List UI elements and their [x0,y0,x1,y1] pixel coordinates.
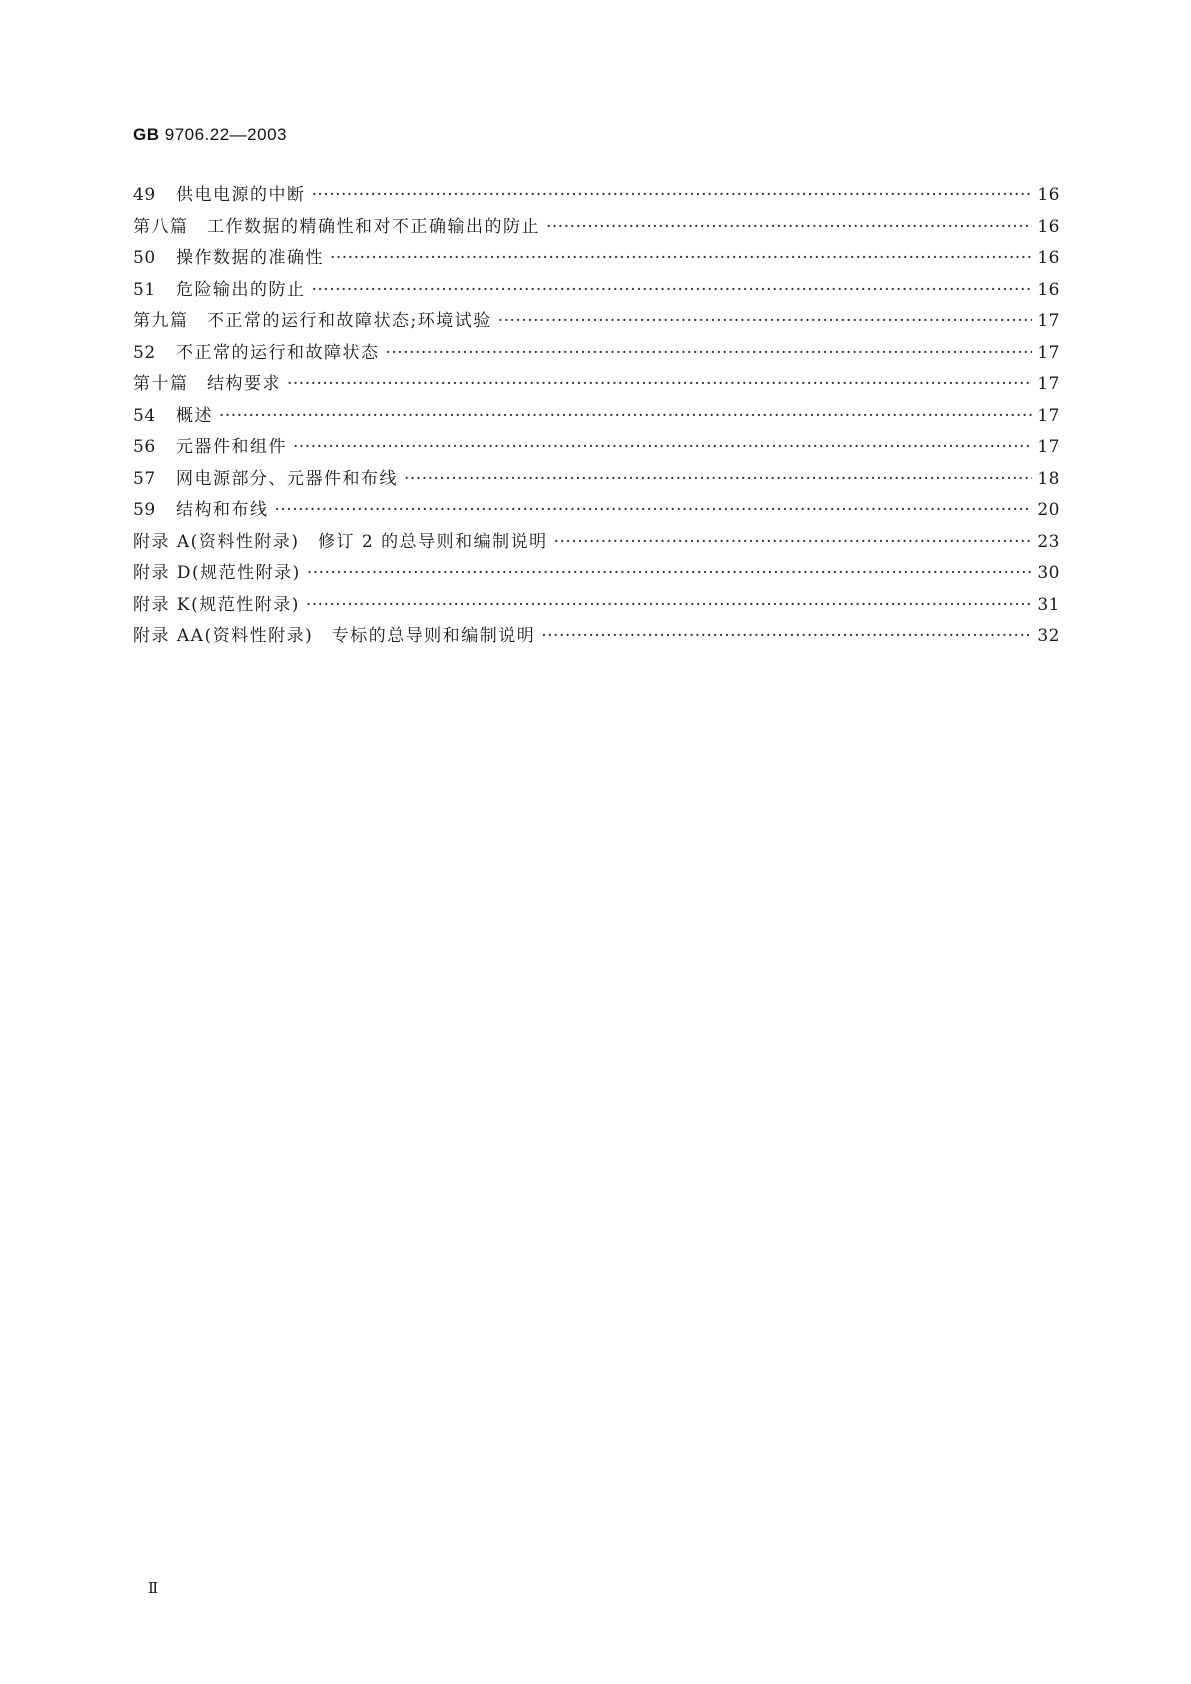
toc-entry[interactable] [133,527,1060,559]
toc-entry-page: 18 [1037,468,1060,489]
toc-entry-title: 第九篇 不正常的运行和故障状态;环境试验 [133,311,492,331]
toc-entry[interactable] [133,275,1060,307]
toc-entry-number: 52 [133,342,156,363]
toc-dot-leader [546,217,1032,237]
toc-entry-page: 20 [1037,500,1060,520]
toc-dot-leader [541,626,1032,646]
toc-entry-title: 元器件和组件 [176,437,287,457]
toc-entry-page: 16 [1037,185,1060,205]
standard-prefix: GB [133,125,160,144]
toc-entry-page: 17 [1037,311,1060,331]
toc-entry-number: 56 [133,437,156,457]
toc-dot-leader [554,532,1032,552]
toc-entry-number: 57 [133,468,156,489]
toc-entry[interactable] [133,432,1060,464]
toc-entry[interactable] [133,243,1060,275]
toc-dot-leader [404,469,1032,489]
toc-entry-title: 附录 K(规范性附录) [133,594,300,615]
toc-entry-page: 17 [1037,405,1060,426]
toc-entry[interactable] [133,621,1060,653]
toc-entry-title: 不正常的运行和故障状态 [176,342,380,363]
toc-entry-page: 17 [1037,342,1060,363]
toc-entry-page: 16 [1037,279,1060,300]
toc-dot-leader [275,500,1033,520]
toc-entry-number: 50 [133,248,156,268]
toc-entry[interactable] [133,369,1060,401]
standard-code: 9706.22—2003 [164,125,288,144]
toc-entry-title: 第八篇 工作数据的精确性和对不正确输出的防止 [133,216,540,237]
toc-entry-title: 附录 A(资料性附录) 修订 2 的总导则和编制说明 [133,531,548,552]
toc-entry[interactable] [133,464,1060,496]
toc-entry[interactable] [133,401,1060,433]
toc-dot-leader [307,563,1032,583]
toc-entry-page: 17 [1037,374,1060,394]
toc-dot-leader [312,185,1033,205]
toc-dot-leader [293,437,1032,457]
toc-dot-leader [219,406,1032,426]
toc-entry-page: 16 [1037,216,1060,237]
toc-entry[interactable] [133,180,1060,212]
toc-entry-page: 17 [1037,437,1060,457]
toc-entry-number: 49 [133,185,156,205]
toc-entry-page: 30 [1037,563,1060,583]
toc-dot-leader [386,343,1033,363]
page-number: Ⅱ [148,1579,159,1597]
toc-entry-number: 51 [133,279,156,300]
toc-entry-title: 第十篇 结构要求 [133,374,281,394]
toc-entry-page: 16 [1037,248,1060,268]
toc-dot-leader [498,311,1032,331]
toc-entry-page: 31 [1037,594,1060,615]
toc-dot-leader [330,248,1032,268]
toc-entry[interactable] [133,338,1060,370]
table-of-contents [133,180,1060,653]
toc-dot-leader [287,374,1032,394]
toc-entry-number: 54 [133,405,156,426]
page-header [133,125,287,145]
toc-entry[interactable] [133,590,1060,622]
toc-entry-title: 结构和布线 [176,500,269,520]
toc-entry[interactable] [133,306,1060,338]
toc-entry-title: 附录 AA(资料性附录) 专标的总导则和编制说明 [133,626,536,646]
toc-entry[interactable] [133,558,1060,590]
toc-entry-title: 供电电源的中断 [176,185,306,205]
toc-entry-title: 操作数据的准确性 [176,248,324,268]
toc-entry-title: 网电源部分、元器件和布线 [176,468,398,489]
toc-entry-number: 59 [133,500,156,520]
toc-dot-leader [306,595,1032,615]
toc-entry-title: 概述 [176,405,213,426]
toc-entry[interactable] [133,212,1060,244]
toc-entry[interactable] [133,495,1060,527]
toc-entry-page: 23 [1037,531,1060,552]
toc-entry-title: 危险输出的防止 [176,279,306,300]
toc-dot-leader [312,280,1033,300]
toc-entry-page: 32 [1037,626,1060,646]
toc-entry-title: 附录 D(规范性附录) [133,563,301,583]
